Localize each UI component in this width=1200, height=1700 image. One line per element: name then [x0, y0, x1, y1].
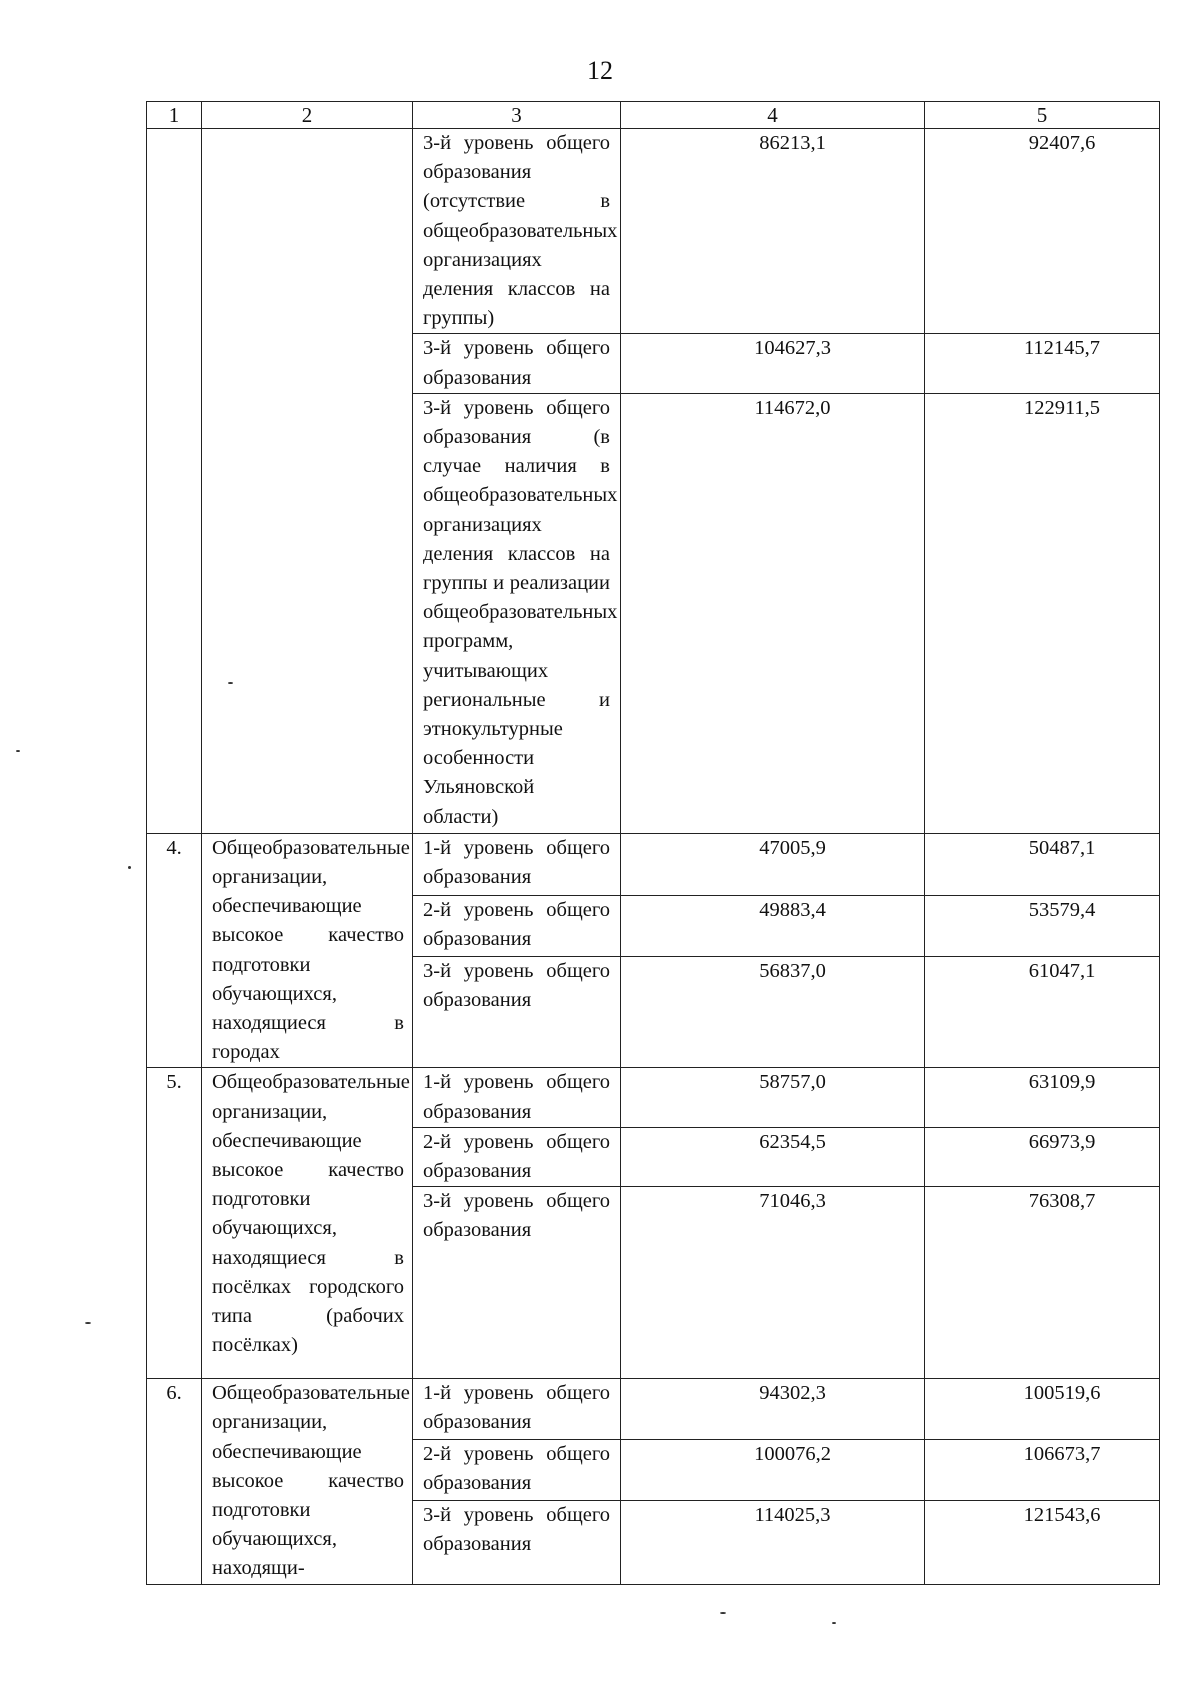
- education-level-cell: 1-й уровень общего образования: [413, 1068, 621, 1127]
- education-level-cell: 3-й уровень общего образования (отсутствие в общеобразовательных организациях деления классов на группы): [413, 129, 621, 334]
- row-number-cell: 6.: [147, 1379, 202, 1584]
- value-col-4: 94302,3: [621, 1379, 925, 1440]
- table-row: [147, 1068, 1160, 1127]
- value-col-4: 114672,0: [621, 393, 925, 833]
- organization-name-cell: Общеобразовательные организации, обеспечивающие высокое качество подготовки обучающихся, находящиеся в городах: [202, 833, 413, 1068]
- organization-name-cell: Общеобразовательные организации, обеспечивающие высокое качество подготовки обучающихся, находящиеся в посёлках городского типа (рабочих посёлках): [202, 1068, 413, 1379]
- organization-name-cell: [202, 129, 413, 834]
- row-number-cell: [147, 129, 202, 834]
- education-level-cell: 3-й уровень общего образования: [413, 957, 621, 1068]
- value-col-4: 86213,1: [621, 129, 925, 334]
- scan-speck: [832, 1622, 836, 1624]
- value-col-5: 63109,9: [925, 1068, 1160, 1127]
- education-level-cell: 1-й уровень общего образования: [413, 833, 621, 895]
- scan-speck: [85, 1322, 91, 1324]
- row-number-cell: 4.: [147, 833, 202, 1068]
- table-row: [147, 833, 1160, 895]
- table-row: [147, 129, 1160, 334]
- header-col-4: 4: [621, 102, 925, 129]
- education-level-cell: 2-й уровень общего образования: [413, 1127, 621, 1186]
- header-col-5: 5: [925, 102, 1160, 129]
- page-number: 12: [587, 56, 613, 85]
- value-col-4: 114025,3: [621, 1500, 925, 1584]
- education-level-cell: 3-й уровень общего образования: [413, 334, 621, 393]
- value-col-5: 50487,1: [925, 833, 1160, 895]
- header-col-3: 3: [413, 102, 621, 129]
- row-number-cell: 5.: [147, 1068, 202, 1379]
- table-header-row: [147, 102, 1160, 129]
- education-level-cell: 1-й уровень общего образования: [413, 1379, 621, 1440]
- education-level-cell: 2-й уровень общего образования: [413, 895, 621, 957]
- value-col-5: 100519,6: [925, 1379, 1160, 1440]
- header-col-1: 1: [147, 102, 202, 129]
- value-col-4: 71046,3: [621, 1187, 925, 1379]
- value-col-4: 100076,2: [621, 1440, 925, 1501]
- scan-speck: [228, 682, 233, 684]
- value-col-4: 56837,0: [621, 957, 925, 1068]
- scan-speck: [16, 750, 20, 752]
- value-col-4: 49883,4: [621, 895, 925, 957]
- education-level-cell: 2-й уровень общего образования: [413, 1440, 621, 1501]
- value-col-5: 66973,9: [925, 1127, 1160, 1186]
- organization-name-cell: Общеобразовательные организации, обеспечивающие высокое качество подготовки обучающихся, находящи-: [202, 1379, 413, 1584]
- table-row: [147, 1379, 1160, 1440]
- education-level-cell: 3-й уровень общего образования: [413, 1500, 621, 1584]
- value-col-5: 106673,7: [925, 1440, 1160, 1501]
- education-level-cell: 3-й уровень общего образования (в случае наличия в общеобразовательных организациях деления классов на группы и реализации общеобразовательных программ, учитывающих региональные и этнокультурные особенности Ульяновской области): [413, 393, 621, 833]
- value-col-5: 122911,5: [925, 393, 1160, 833]
- education-level-cell: 3-й уровень общего образования: [413, 1187, 621, 1379]
- value-col-5: 61047,1: [925, 957, 1160, 1068]
- value-col-5: 121543,6: [925, 1500, 1160, 1584]
- value-col-5: 92407,6: [925, 129, 1160, 334]
- value-col-4: 104627,3: [621, 334, 925, 393]
- scan-speck: [128, 866, 131, 869]
- value-col-5: 53579,4: [925, 895, 1160, 957]
- value-col-4: 47005,9: [621, 833, 925, 895]
- value-col-5: 112145,7: [925, 334, 1160, 393]
- scan-speck: [720, 1612, 726, 1614]
- value-col-4: 62354,5: [621, 1127, 925, 1186]
- value-col-4: 58757,0: [621, 1068, 925, 1127]
- value-col-5: 76308,7: [925, 1187, 1160, 1379]
- data-table: [146, 101, 1160, 1585]
- header-col-2: 2: [202, 102, 413, 129]
